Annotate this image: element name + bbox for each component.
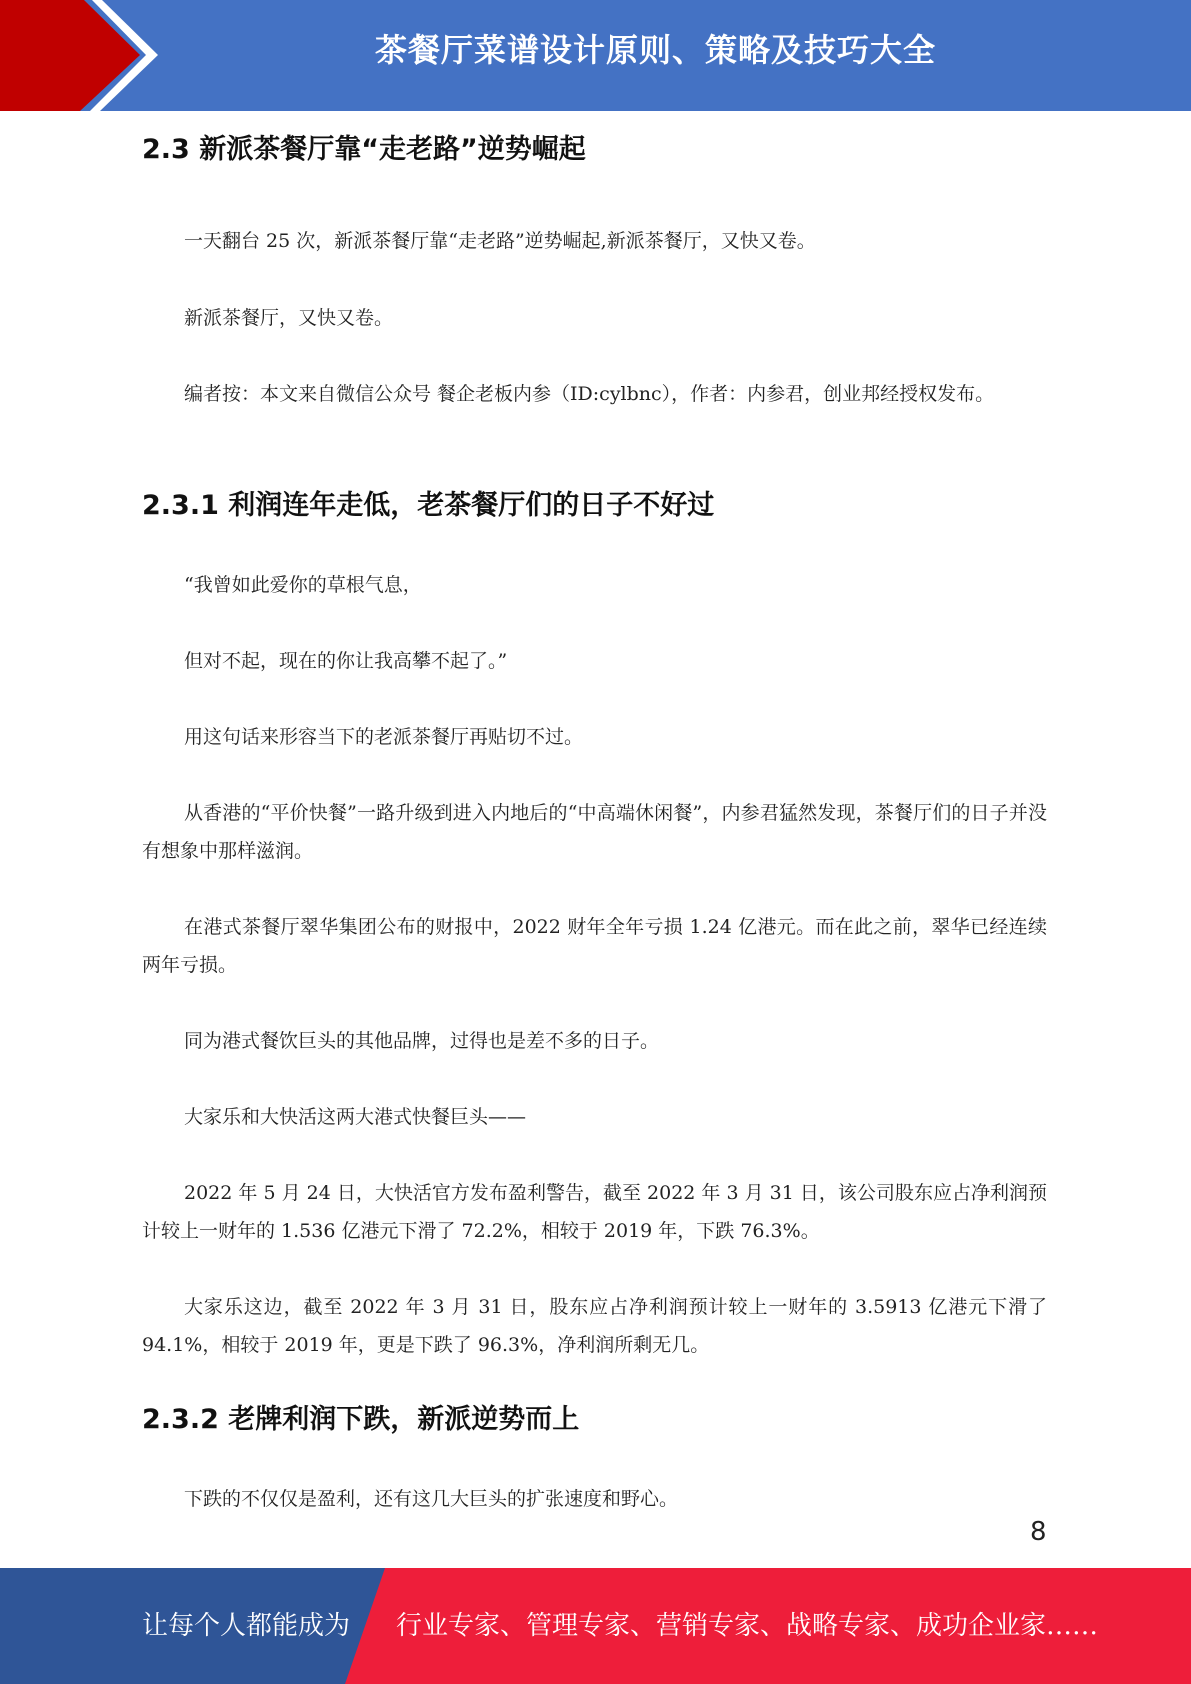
section-heading-2-3: 2.3 新派茶餐厅靠“走老路”逆势崛起 — [142, 134, 586, 165]
paragraph: 下跌的不仅仅是盈利，还有这几大巨头的扩张速度和野心。 — [184, 1488, 679, 1510]
paragraph: 同为港式餐饮巨头的其他品牌，过得也是差不多的日子。 — [184, 1030, 660, 1052]
footer-slogan-left: 让每个人都能成为 — [142, 1611, 351, 1641]
section-heading-2-3-1: 2.3.1 利润连年走低，老茶餐厅们的日子不好过 — [142, 490, 715, 521]
paragraph: “我曾如此爱你的草根气息， — [184, 574, 422, 596]
paragraph: 编者按：本文来自微信公众号 餐企老板内参（ID:cylbnc），作者：内参君，创业邦经授权发布。 — [184, 383, 995, 405]
paragraph: 从香港的“平价快餐”一路升级到进入内地后的“中高端休闲餐”，内参君猛然发现，茶餐厅们的日子并没有想象中那样滋润。 — [142, 802, 1047, 862]
paragraph: 用这句话来形容当下的老派茶餐厅再贴切不过。 — [184, 726, 584, 748]
paragraph: 但对不起，现在的你让我高攀不起了。” — [184, 650, 508, 672]
header-banner — [0, 0, 1191, 111]
red-chevron-icon — [0, 0, 160, 111]
paragraph: 大家乐和大快活这两大港式快餐巨头—— — [184, 1106, 527, 1128]
paragraph: 在港式茶餐厅翠华集团公布的财报中，2022 财年全年亏损 1.24 亿港元。而在此之前，翠华已经连续两年亏损。 — [142, 916, 1047, 976]
paragraph: 一天翻台 25 次，新派茶餐厅靠“走老路”逆势崛起,新派茶餐厅，又快又卷。 — [184, 230, 816, 252]
section-heading-2-3-2: 2.3.2 老牌利润下跌，新派逆势而上 — [142, 1404, 580, 1435]
paragraph: 大家乐这边，截至 2022 年 3 月 31 日，股东应占净利润预计较上一财年的 3.5913 亿港元下滑了 94.1%，相较于 2019 年，更是下跌了 96.3%，净利润所剩无几。 — [142, 1296, 1047, 1356]
page-number: 8 — [1030, 1517, 1047, 1547]
document-title: 茶餐厅菜谱设计原则、策略及技巧大全 — [374, 31, 936, 69]
footer-banner — [0, 1568, 1191, 1684]
footer-slogan-right: 行业专家、管理专家、营销专家、战略专家、成功企业家…… — [396, 1611, 1099, 1641]
paragraph: 新派茶餐厅，又快又卷。 — [184, 307, 394, 329]
paragraph: 2022 年 5 月 24 日，大快活官方发布盈利警告，截至 2022 年 3 月 31 日，该公司股东应占净利润预计较上一财年的 1.536 亿港元下滑了 72.2%，相较于 2019 年，下跌 76.3%。 — [142, 1182, 1047, 1242]
